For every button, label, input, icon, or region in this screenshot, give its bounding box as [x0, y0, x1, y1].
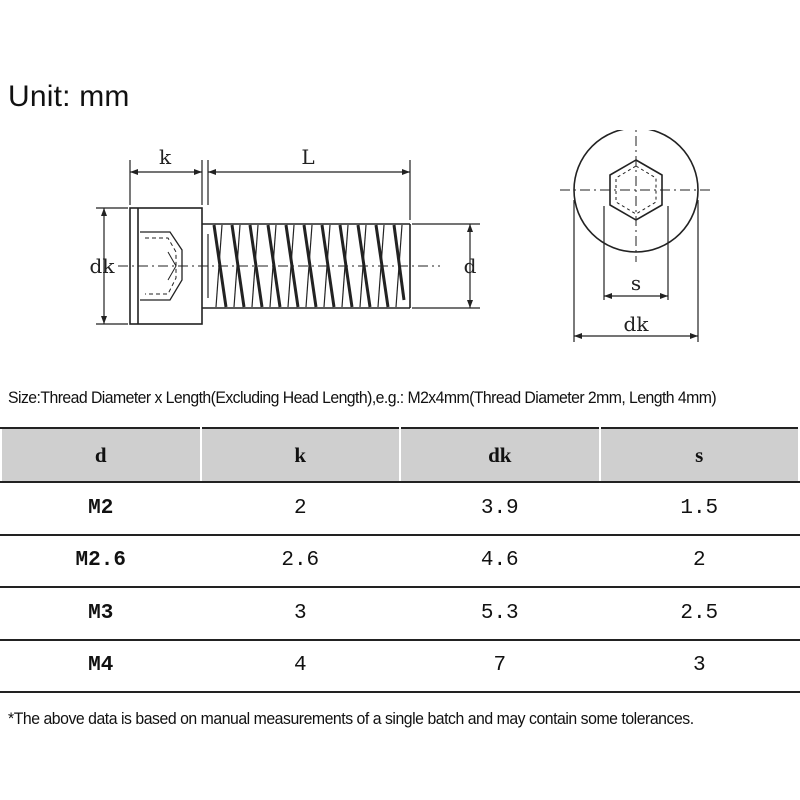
cell-d: M3: [1, 587, 201, 640]
header-d: d: [1, 428, 201, 482]
table-row: [1, 535, 799, 588]
cell-dk: 7: [400, 640, 600, 693]
size-description: Size:Thread Diameter x Length(Excluding Head Length),e.g.: M2x4mm(Thread Diameter 2mm, Length 4mm): [8, 388, 717, 407]
table-row: [1, 587, 799, 640]
header-s: s: [600, 428, 800, 482]
table-header-row: [1, 428, 799, 482]
cell-d: M4: [1, 640, 201, 693]
header-dk: dk: [400, 428, 600, 482]
cell-s: 2.5: [600, 587, 800, 640]
screw-technical-drawing: [0, 130, 800, 360]
dim-d-label: d: [463, 254, 477, 278]
header-k: k: [201, 428, 401, 482]
cell-d: M2: [1, 482, 201, 535]
cell-k: 2.6: [201, 535, 401, 588]
table-row: [1, 482, 799, 535]
unit-label: Unit: mm: [8, 80, 130, 113]
cell-dk: 3.9: [400, 482, 600, 535]
dimension-table: [0, 427, 800, 693]
tolerance-footnote: *The above data is based on manual measurements of a single batch and may contain some tolerances.: [8, 709, 694, 728]
cell-s: 1.5: [600, 482, 800, 535]
table-row: [1, 640, 799, 693]
cell-s: 2: [600, 535, 800, 588]
cell-k: 2: [201, 482, 401, 535]
cell-s: 3: [600, 640, 800, 693]
dim-dk-end-label: dk: [623, 312, 649, 336]
dim-L-label: L: [301, 145, 315, 169]
cell-d: M2.6: [1, 535, 201, 588]
cell-dk: 5.3: [400, 587, 600, 640]
dim-dk-side-label: dk: [89, 254, 115, 278]
cell-k: 3: [201, 587, 401, 640]
dim-s-label: s: [630, 271, 642, 295]
cell-k: 4: [201, 640, 401, 693]
dim-k-label: k: [158, 145, 172, 169]
cell-dk: 4.6: [400, 535, 600, 588]
